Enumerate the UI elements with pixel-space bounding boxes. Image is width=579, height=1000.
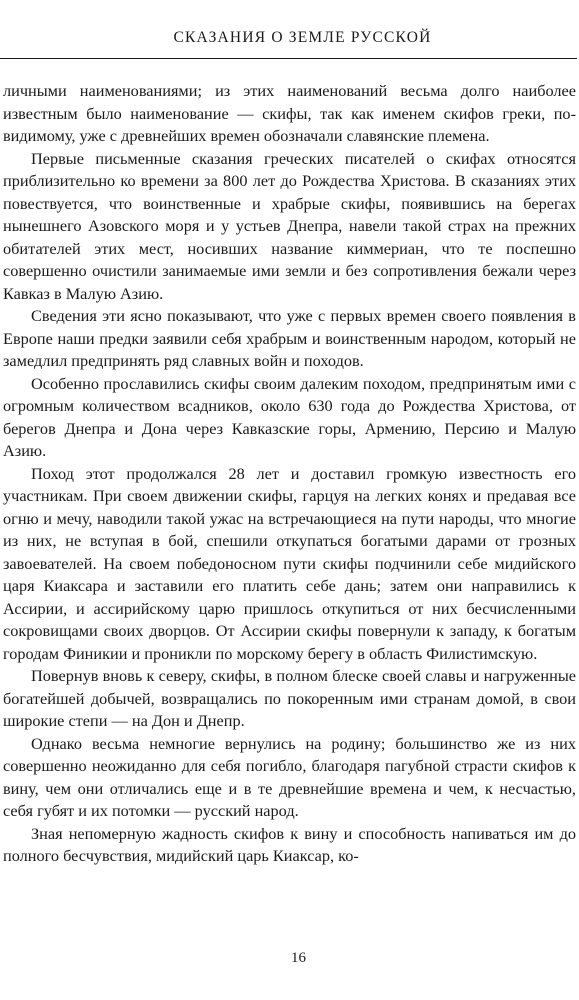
paragraph: Поход этот продолжался 28 лет и доставил громкую известность его участникам. При своем движении скифы, гарцуя на легких конях и предавая все огню и мечу, наводили такой ужас на встречающиеся на пути народы, что многие из них, не вступая в бой, спешили откупаться богатыми дарами от грозных завоевателей. На своем победоносном пути скифы подчинили себе мидийского царя Киаксара и заставили его платить себе дань; затем они направились к Ассирии, и ассирийскому царю пришлось откупиться от них бесчисленными сокровищами своих дворцов. От Ассирии скифы повернули к западу, к богатым городам Финикии и проникли по морскому берегу в область Филистимскую.: [3, 463, 576, 663]
body-text: [3, 80, 576, 868]
paragraph: Зная непомерную жадность скифов к вину и способность напиваться им до полного бесчувствия, мидийский царь Киаксар, ко-: [3, 823, 576, 865]
paragraph-continued: личными наименованиями; из этих наименований весьма долго наиболее известным было наименование — скифы, так как именем скифов греки, по-видимому, уже с древнейших времен обозначали славянские племена.: [3, 81, 576, 145]
header-rule: [0, 58, 577, 59]
paragraph: Однако весьма немногие вернулись на родину; большинство же из них совершенно неожиданно для себя погибло, благодаря пагубной страсти скифов к вину, чем они отличались еще и в те древнейшие времена и чем, к несчастью, себя губят и их потомки — русский народ.: [3, 733, 576, 820]
paragraph: Особенно прославились скифы своим далеким походом, предпринятым ими с огромным количеством всадников, около 630 года до Рождества Христова, от берегов Днепра и Дона через Кавказские горы, Армению, Персию и Малую Азию.: [3, 373, 576, 460]
paragraph: Повернув вновь к северу, скифы, в полном блеске своей славы и нагруженные богатейшей добычей, возвращались по покоренным ими странам домой, в свои широкие степи — на Дон и Днепр.: [3, 666, 576, 730]
paragraph: Первые письменные сказания греческих писателей о скифах относятся приблизительно ко времени за 800 лет до Рождества Христова. В сказаниях этих повествуется, что воинственные и храбрые скифы, появившись на берегах нынешнего Азовского моря и у устьев Днепра, навели такой страх на прежних обитателей этих мест, носивших название киммериан, что те поспешно совершенно очистили занимаемые ими земли и без сопротивления бежали через Кавказ в Малую Азию.: [3, 148, 576, 303]
running-title: СКАЗАНИЯ О ЗЕМЛЕ РУССКОЙ: [173, 29, 432, 46]
paragraph: Сведения эти ясно показывают, что уже с первых времен своего появления в Европе наши предки заявили себя храбрым и воинственным народом, который не замедлил предпринять ряд славных войн и походов.: [3, 306, 576, 370]
page-number: 16: [291, 950, 306, 966]
